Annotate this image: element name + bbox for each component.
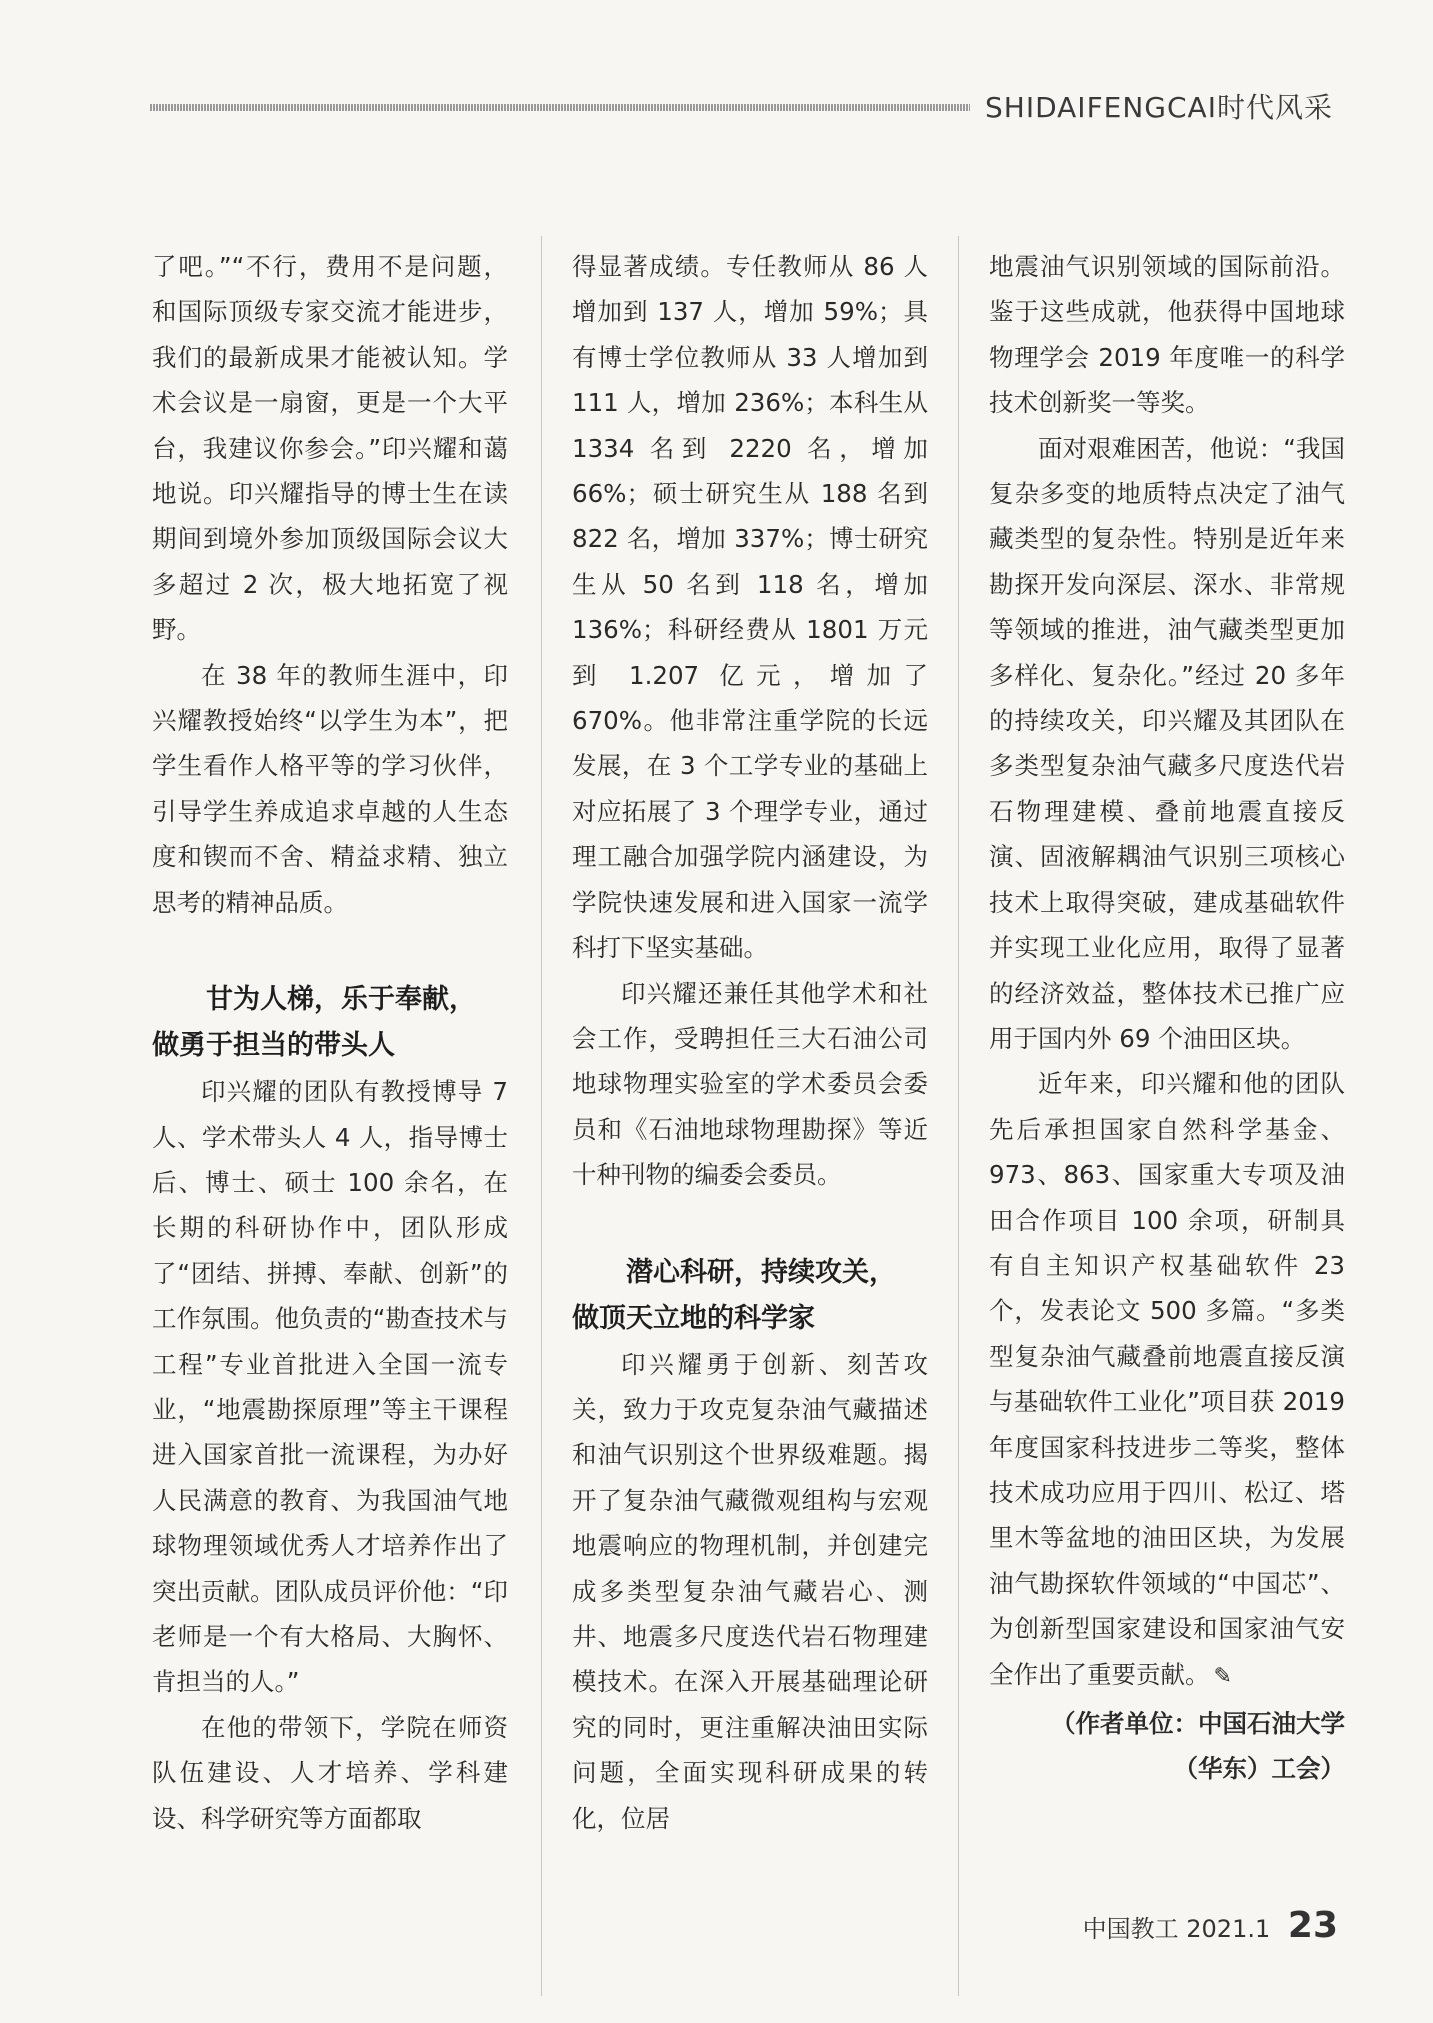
pen-icon: ✎ bbox=[1213, 1663, 1232, 1689]
column-divider bbox=[958, 236, 959, 1996]
page-number: 23 bbox=[1287, 1905, 1338, 1946]
issue-number: 2021.1 bbox=[1186, 1915, 1271, 1943]
section-heading-line: 做勇于担当的带头人 bbox=[152, 1030, 395, 1062]
section-heading-line: 做顶天立地的科学家 bbox=[572, 1302, 815, 1334]
paragraph: 在 38 年的教师生涯中，印兴耀教授始终“以学生为本”，把学生看作人格平等的学习伙伴，引导学生养成追求卓越的人生态度和锲而不舍、精益求精、独立思考的精神品质。 bbox=[152, 660, 508, 917]
paragraph: 印兴耀还兼任其他学术和社会工作，受聘担任三大石油公司地球物理实验室的学术委员会委员和《石油地球物理勘探》等近十种刊物的编委会委员。 bbox=[572, 978, 928, 1190]
paragraph: 印兴耀勇于创新、刻苦攻关，致力于攻克复杂油气藏描述和油气识别这个世界级难题。揭开了复杂油气藏微观组构与宏观地震响应的物理机制，并创建完成多类型复杂油气藏岩心、测井、地震多尺度迭代岩石物理建模技术。在深入开展基础理论研究的同时，更注重解决油田实际问题，全面实现科研成果的转化，位居 bbox=[572, 1349, 928, 1833]
paragraph: 了吧。”“不行，费用不是问题，和国际顶级专家交流才能进步，我们的最新成果才能被认知。学术会议是一扇窗，更是一个大平台，我建议你参会。”印兴耀和蔼地说。印兴耀指导的博士生在读期间到境外参加顶级国际会议大多超过 2 次，极大地拓宽了视野。 bbox=[152, 252, 508, 645]
paragraph: 地震油气识别领域的国际前沿。鉴于这些成就，他获得中国地球物理学会 2019 年度唯一的科学技术创新奖一等奖。 bbox=[989, 252, 1345, 418]
section-heading-line: 甘为人梯，乐于奉献， bbox=[206, 984, 476, 1016]
author-line: （作者单位：中国石油大学 bbox=[1051, 1709, 1345, 1738]
author-affiliation bbox=[989, 1701, 1345, 1792]
article-column-3 bbox=[989, 244, 1345, 1792]
header-title: SHIDAIFENGCAI时代风采 bbox=[985, 91, 1333, 124]
author-line: （华东）工会） bbox=[1173, 1754, 1345, 1784]
page-footer bbox=[1083, 1905, 1338, 1946]
article-column-1 bbox=[152, 244, 508, 1841]
paragraph-text: 近年来，印兴耀和他的团队先后承担国家自然科学基金、973、863、国家重大专项及油田合作项目 100 余项，研制具有自主知识产权基础软件 23 个，发表论文 500 多篇。“多类型复杂油气藏叠前地震直接反演与基础软件工业化”项目获 2019 年度国家科技进步二等奖，整体技术成功应用于四川、松辽、塔里木等盆地的油田区块，为发展油气勘探软件领域的“中国芯”、为创新型国家建设和国家油气安全作出了重要贡献。 bbox=[989, 1069, 1345, 1689]
paragraph: 在他的带领下，学院在师资队伍建设、人才培养、学科建设、科学研究等方面都取 bbox=[152, 1712, 508, 1833]
section-heading-line: 潜心科研，持续攻关， bbox=[626, 1256, 896, 1288]
section-heading bbox=[152, 977, 508, 1069]
paragraph: 得显著成绩。专任教师从 86 人增加到 137 人，增加 59%；具有博士学位教师从 33 人增加到 111 人，增加 236%；本科生从 1334 名到 2220 名，增加 66%；硕士研究生从 188 名到 822 名，增加 337%；博士研究生从 50 名到 118 名，增加 136%；科研经费从 1801 万元到 1.207 亿元，增加了 670%。他非常注重学院的长远发展，在 3 个工学专业的基础上对应拓展了 3 个理学专业，通过理工融合加强学院内涵建设，为学院快速发展和进入国家一流学科打下坚实基础。 bbox=[572, 252, 928, 963]
journal-name: 中国教工 bbox=[1082, 1915, 1179, 1943]
paragraph-final bbox=[989, 1061, 1345, 1699]
paragraph: 面对艰难困苦，他说：“我国复杂多变的地质特点决定了油气藏类型的复杂性。特别是近年来勘探开发向深层、深水、非常规等领域的推进，油气藏类型更加多样化、复杂化。”经过 20 多年的持续攻关，印兴耀及其团队在多类型复杂油气藏多尺度迭代岩石物理建模、叠前地震直接反演、固液解耦油气识别三项核心技术上取得突破，建成基础软件并实现工业化应用，取得了显著的经济效益，整体技术已推广应用于国内外 69 个油田区块。 bbox=[989, 433, 1345, 1053]
section-heading bbox=[572, 1250, 928, 1342]
article-column-2 bbox=[572, 244, 928, 1841]
column-divider bbox=[541, 236, 542, 1996]
header-rule bbox=[150, 104, 970, 111]
paragraph: 印兴耀的团队有教授博导 7 人、学术带头人 4 人，指导博士后、博士、硕士 100 余名，在长期的科研协作中，团队形成了“团结、拼搏、奉献、创新”的工作氛围。他负责的“勘查技术与工程”专业首批进入全国一流专业，“地震勘探原理”等主干课程进入国家首批一流课程，为办好人民满意的教育、为我国油气地球物理领域优秀人才培养作出了突出贡献。团队成员评价他：“印老师是一个有大格局、大胸怀、肯担当的人。” bbox=[152, 1077, 508, 1697]
